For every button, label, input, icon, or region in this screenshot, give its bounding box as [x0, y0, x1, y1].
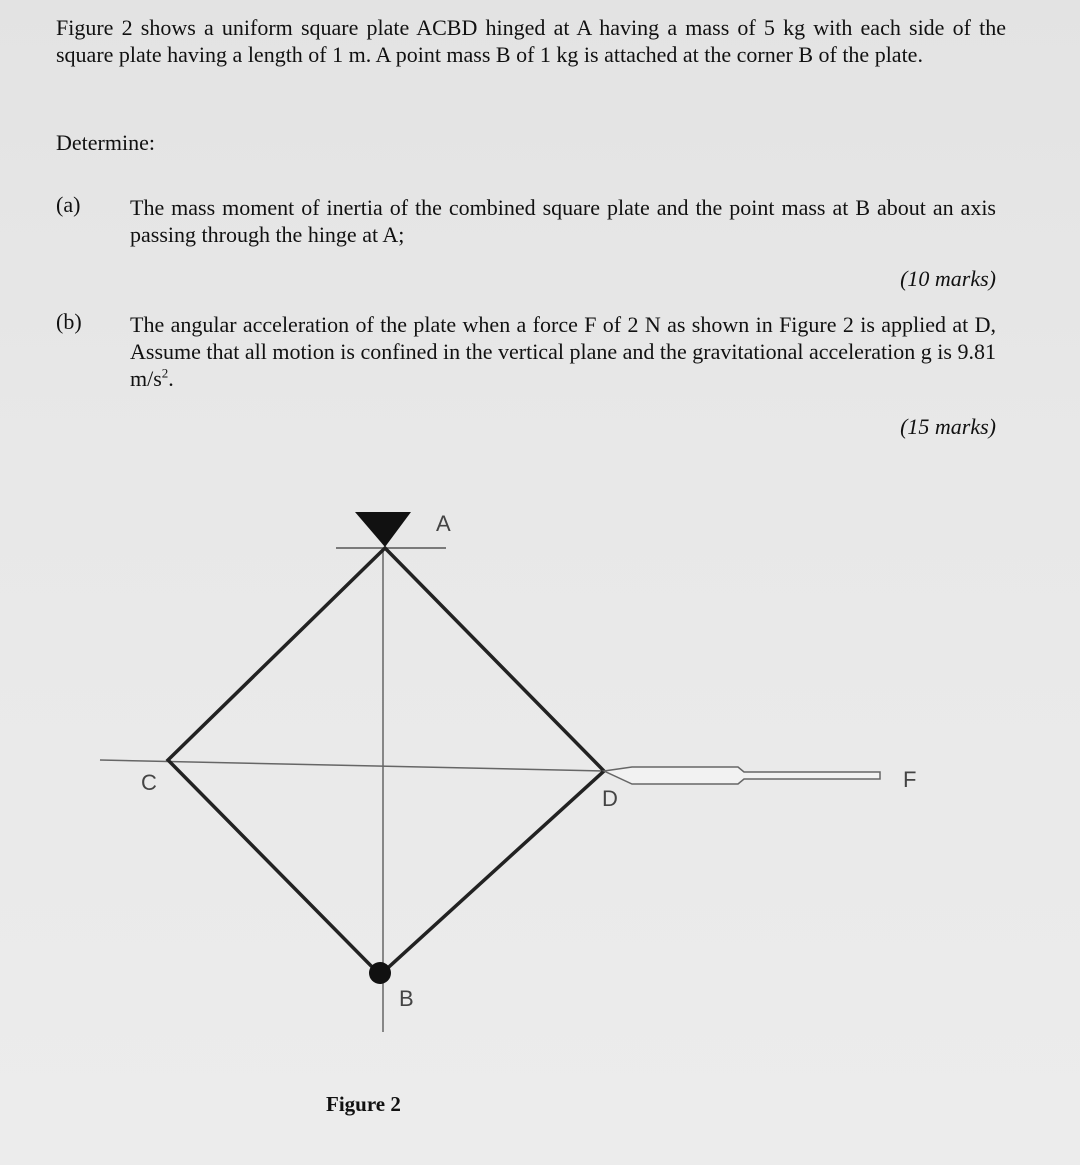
part-b-text-exponent: 2	[161, 365, 169, 381]
problem-intro: Figure 2 shows a uniform square plate ACBD hinged at A having a mass of 5 kg with each side of the square plate having a length of 1 m. A point mass B of 1 kg is attached at the corner B of the plate.	[56, 15, 1006, 67]
part-b-marks: (15 marks)	[900, 414, 996, 439]
square-plate	[168, 548, 604, 975]
part-a-text: The mass moment of inertia of the combined square plate and the point mass at B about an axis passing through the hinge at A;	[130, 195, 996, 247]
part-b-text-end: .	[168, 366, 174, 391]
hinge-support	[355, 512, 411, 547]
part-b-label: (b)	[56, 309, 82, 334]
label-c: C	[141, 770, 157, 795]
determine-heading: Determine:	[56, 130, 155, 155]
force-arrow	[604, 767, 880, 784]
part-a-label: (a)	[56, 192, 81, 217]
point-mass-b	[369, 962, 391, 984]
label-a: A	[436, 511, 451, 536]
part-b-text-main: The angular acceleration of the plate when a force F of 2 N as shown in Figure 2 is applied at D, Assume that all motion is confined in the vertical plane and the gravitational acceleration g is 9.81 m/s	[130, 312, 996, 391]
label-b: B	[399, 986, 414, 1011]
part-a-marks: (10 marks)	[900, 266, 996, 291]
label-d: D	[602, 786, 618, 811]
figure-caption: Figure 2	[326, 1092, 401, 1116]
label-f: F	[903, 767, 917, 792]
